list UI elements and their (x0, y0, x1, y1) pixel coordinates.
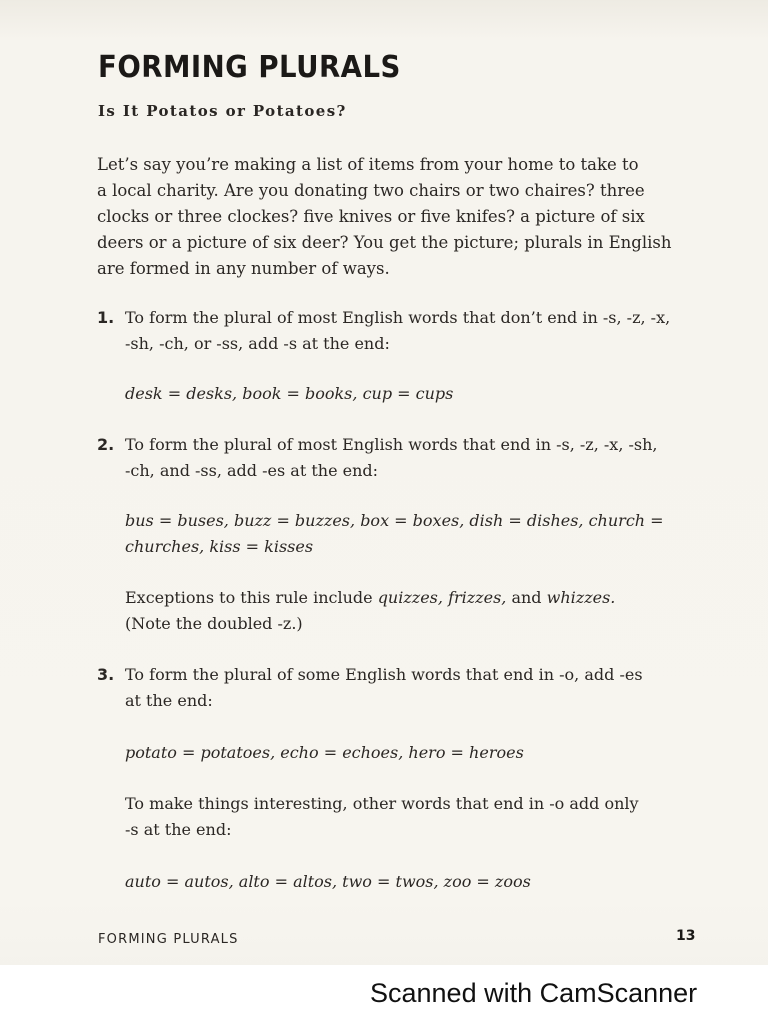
rule-3-example-2: auto = autos, alto = altos, two = twos, zoo = zoos (125, 872, 531, 891)
note-word: quizzes, frizzes, (377, 588, 507, 607)
rule-line: To form the plural of some English words that end in -o, add -es (125, 665, 643, 684)
intro-line: Let’s say you’re making a list of items from your home to take to (97, 155, 639, 174)
page-subtitle: Is It Potatos or Potatoes? (98, 102, 347, 120)
example-line: bus = buses, buzz = buzzes, box = boxes, dish = dishes, church = (125, 511, 664, 530)
rule-line: To form the plural of most English words that don’t end in -s, -z, -x, (125, 308, 671, 327)
note-line (125, 585, 715, 611)
note-prefix: Exceptions to this rule include (125, 588, 378, 607)
example-line: churches, kiss = kisses (125, 537, 314, 556)
rule-2-example (125, 508, 715, 560)
rule-number: 3. (97, 665, 115, 684)
rule-text (125, 432, 710, 484)
rule-3-note (125, 791, 715, 843)
rule-line: at the end: (125, 691, 213, 710)
note-line: -s at the end: (125, 820, 232, 839)
rule-number: 1. (97, 308, 115, 327)
intro-line: clocks or three clockes? five knives or five knifes? a picture of six (97, 207, 645, 226)
page-number: 13 (676, 928, 696, 944)
rule-3-example: potato = potatoes, echo = echoes, hero = heroes (125, 743, 524, 762)
rule-1-example: desk = desks, book = books, cup = cups (125, 384, 454, 403)
rule-text (125, 662, 710, 714)
note-word: whizzes. (546, 588, 616, 607)
scanner-watermark: Scanned with CamScanner (366, 978, 701, 1009)
rule-line: To form the plural of most English words that end in -s, -z, -x, -sh, (125, 435, 658, 454)
intro-line: deers or a picture of six deer? You get the picture; plurals in English (97, 233, 672, 252)
note-middle: and (506, 588, 547, 607)
rule-number: 2. (97, 435, 115, 454)
rule-text (125, 305, 710, 357)
intro-paragraph (97, 152, 707, 282)
intro-line: are formed in any number of ways. (97, 259, 390, 278)
rule-line: -sh, -ch, or -ss, add -s at the end: (125, 334, 390, 353)
rule-2-note (125, 585, 715, 637)
note-line: (Note the doubled -z.) (125, 614, 303, 633)
note-line: To make things interesting, other words that end in -o add only (125, 794, 639, 813)
intro-line: a local charity. Are you donating two chairs or two chaires? three (97, 181, 645, 200)
rule-line: -ch, and -ss, add -es at the end: (125, 461, 379, 480)
page-title: FORMING PLURALS (98, 50, 401, 85)
running-footer: FORMING PLURALS (98, 932, 239, 947)
